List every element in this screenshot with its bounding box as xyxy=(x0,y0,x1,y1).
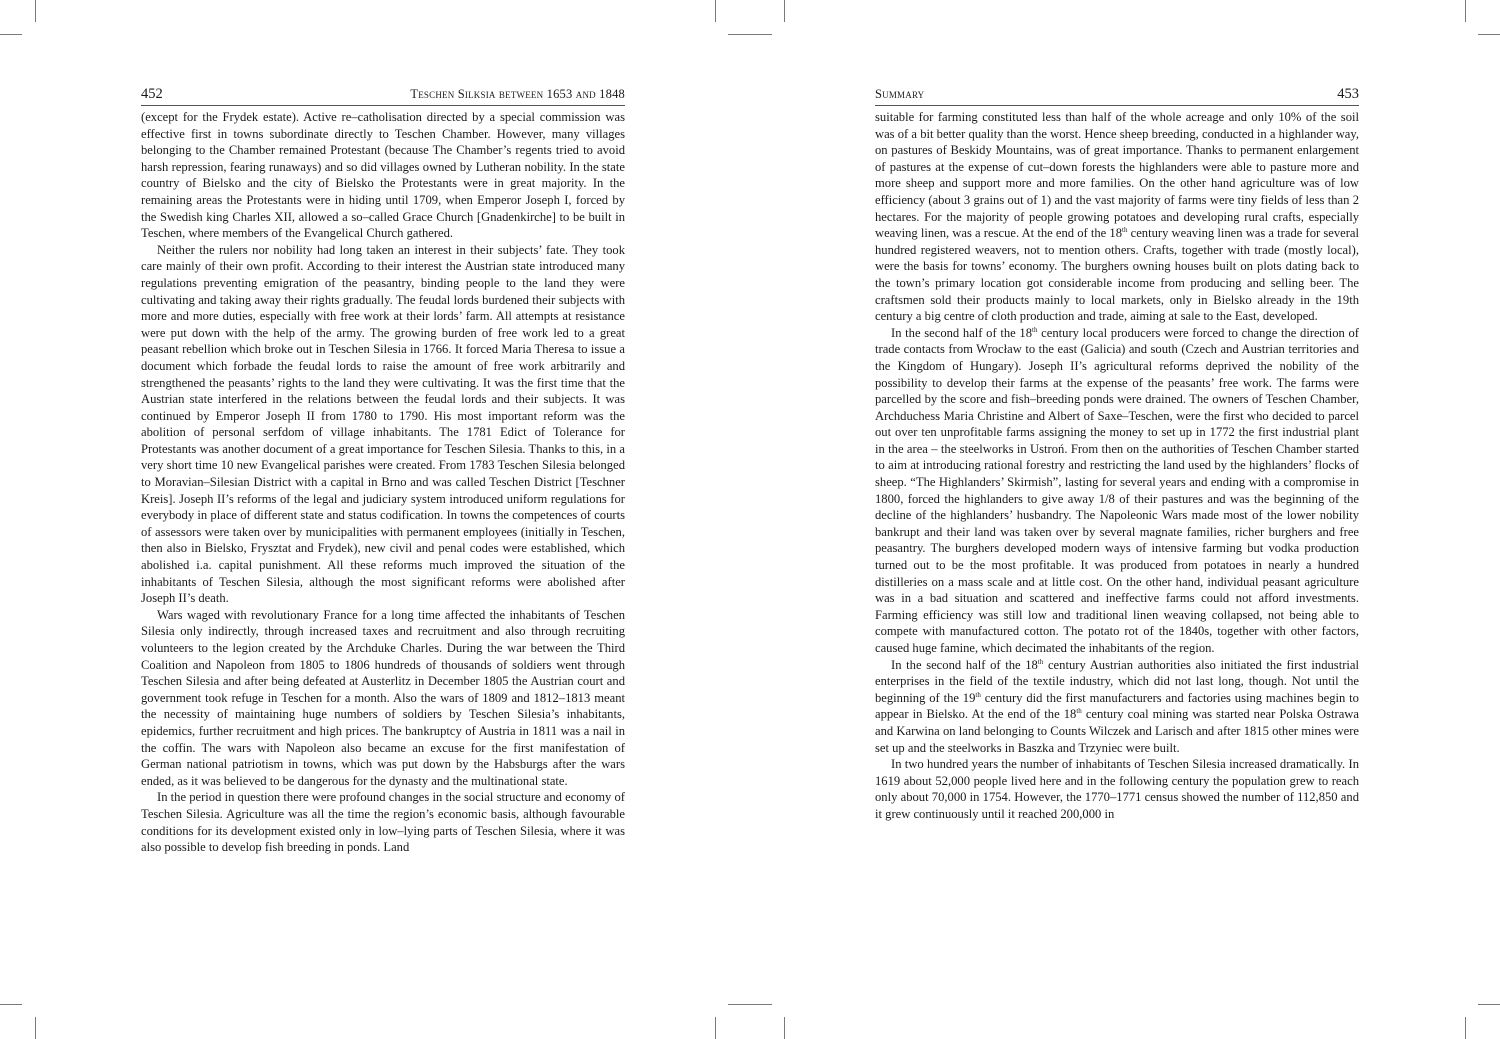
crop-mark xyxy=(35,0,36,22)
crop-mark xyxy=(728,34,772,35)
paragraph: Neither the rulers nor nobility had long taken an interest in their subjects’ fate. They took care mainly of their own profit. According to their interest the Austrian state introduced many regulations preventing emigration of the peasantry, binding people to the land they were cultivating and taking away their rights gradually. The feudal lords burdened their subjects with more and more duties, especially with free work at their lords’ farm. All attempts at resistance were put down with the help of the army. The growing burden of free work led to a great peasant rebellion which broke out in Teschen Silesia in 1766. It forced Maria Theresa to issue a document which forbade the feudal lords to raise the amount of free work arbitrarily and strengthened the peasants’ rights to the land they were cultivating. It was the first time that the Austrian state interfered in the relations between the feudal lords and their subjects. It was continued by Emperor Joseph II from 1780 to 1790. His most important reform was the abolition of personal serfdom of village inhabitants. The 1781 Edict of Tolerance for Protestants was another document of a great importance for Teschen Silesia. Thanks to this, in a very short time 10 new Evangelical parishes were created. From 1783 Teschen Silesia belonged to Moravian–Silesian District with a capital in Brno and was called Teschen District [Teschner Kreis]. Joseph II’s reforms of the legal and judiciary system introduced uniform regulations for everybody in place of different state and status codification. In towns the competences of courts of assessors were taken over by municipalities with permanent employees (initially in Teschen, then also in Bielsko, Frysztat and Frydek), new civil and penal codes were established, which abolished i.a. capital punishment. All these reforms much improved the situation of the inhabitants of Teschen Silesia, although the most significant reforms were abolished after Joseph II’s death. xyxy=(141,242,625,606)
right-page xyxy=(875,86,1359,823)
running-head xyxy=(141,86,625,106)
ordinal-suffix: th xyxy=(1032,325,1038,334)
text-run: In the second half of the 18 xyxy=(891,325,1033,340)
crop-mark xyxy=(1478,34,1500,35)
crop-mark xyxy=(784,0,785,22)
crop-mark xyxy=(1465,0,1466,22)
text-run: century coal mining was started near Polska Ostrawa and Karwina on land belonging to Counts Wilczek and Larisch and after 1815 other mines were set up and the steelworks in Baszka and Trzyniec were built. xyxy=(875,707,1359,755)
ordinal-suffix: th xyxy=(1076,707,1082,716)
ordinal-suffix: th xyxy=(975,690,981,699)
page-number: 453 xyxy=(1337,86,1359,102)
left-page xyxy=(141,86,625,856)
body-text xyxy=(875,109,1359,823)
text-run: century Austrian authorities also initiated the first industrial enterprises in the field of the textile industry, which did not last long, though. Not until the beginning of the 19 xyxy=(875,657,1359,705)
page-number: 452 xyxy=(141,86,163,102)
paragraph: In the period in question there were profound changes in the social structure and economy of Teschen Silesia. Agriculture was all the time the region’s economic basis, although favourable conditions for its development existed only in low–lying parts of Teschen Silesia, where it was also possible to develop fish breeding in ponds. Land xyxy=(141,790,625,855)
text-run: suitable for farming constituted less than half of the whole acreage and only 10% of the soil was of a bit better quality than the worst. Hence sheep breeding, conducted in a highlander way, on pastures of Beskidy Mountains, was of great importance. Thanks to permanent enlargement of pastures at the expense of cut–down forests the highlanders were able to pasture more and more sheep and support more and more families. On the other hand agriculture was of low efficiency (about 3 grains out of 1) and the vast majority of farms were tiny fields of less than 2 hectares. For the majority of people growing potatoes and developing rural crafts, especially weaving linen, was a rescue. At the end of the 18 xyxy=(875,110,1359,241)
crop-mark xyxy=(728,1004,772,1005)
crop-mark xyxy=(1478,1004,1500,1005)
crop-mark xyxy=(715,0,716,22)
running-head-title: Teschen Silksia between 1653 and 1848 xyxy=(410,87,625,101)
paragraph: Wars waged with revolutionary France for a long time affected the inhabitants of Teschen Silesia only indirectly, through increased taxes and recruitment and also through recruiting volunteers to the legion created by the Archduke Charles. During the war between the Third Coalition and Napoleon from 1805 to 1806 hundreds of thousands of soldiers went through Teschen Silesia and after being defeated at Austerlitz in December 1805 the Austrian court and government took refuge in Teschen for a month. Also the wars of 1809 and 1812–1813 meant the necessity of maintaining huge numbers of soldiers by Teschen Silesia’s inhabitants, epidemics, further recruitment and high prices. The bankruptcy of Austria in 1811 was a nail in the coffin. The wars with Napoleon also became an excuse for the first manifestation of German national patriotism in towns, which was put down by the Habsburgs after the wars ended, as it was believed to be dangerous for the dynasty and the multinational state. xyxy=(141,607,625,788)
text-run: century weaving linen was a trade for several hundred registered weavers, not to mention others. Crafts, together with trade (mostly local), were the basis for towns’ economy. The burghers owning houses built on plots dating back to the town’s primary location got considerable income from producing and selling beer. The craftsmen sold their products mainly to local markets, only in Bielsko already in the 19th century a big centre of cloth production and trade, aiming at sale to the East, developed. xyxy=(875,226,1360,324)
crop-mark xyxy=(0,34,22,35)
crop-mark xyxy=(715,1017,716,1039)
crop-mark xyxy=(784,1017,785,1039)
body-text xyxy=(141,109,625,856)
text-run: century did the first manufacturers and factories using machines begin to appear in Bielsko. At the end of the 18 xyxy=(875,690,1359,722)
crop-mark xyxy=(35,1017,36,1039)
ordinal-suffix: th xyxy=(1122,225,1128,234)
crop-mark xyxy=(1465,1017,1466,1039)
running-head-title: Summary xyxy=(875,87,925,101)
paragraph: (except for the Frydek estate). Active re–catholisation directed by a special commission was effective first in towns subordinate directly to Teschen Chamber. However, many villages belonging to the Chamber remained Protestant (because The Chamber’s regents tried to avoid harsh repression, fearing runaways) and so did villages owned by Lutheran nobility. In the state country of Bielsko and the city of Bielsko the Protestants were in great majority. In the remaining areas the Protestants were in hiding until 1709, when Emperor Joseph I, forced by the Swedish king Charles XII, allowed a so–called Grace Church [Gnadenkirche] to be built in Teschen, where members of the Evangelical Church gathered. xyxy=(141,110,625,241)
paragraph xyxy=(875,325,1359,657)
paragraph xyxy=(875,657,1359,757)
text-run: century local producers were forced to change the direction of trade contacts from Wrocław to the east (Galicia) and south (Czech and Austrian territories and the Kingdom of Hungary). Joseph II’s agricultural reforms deprived the nobility of the possibility to develop their farms at the expense of the peasants’ free work. The farms were parcelled by the score and fish–breeding ponds were drained. The owners of Teschen Chamber, Archduchess Maria Christine and Albert of Saxe–Teschen, were the first who decided to parcel out over ten unprofitable farms assigning the money to set up in 1772 the first industrial plant in the area – the steelworks in Ustroń. From then on the authorities of Teschen Chamber started to aim at introducing rational forestry and restricting the land used by the highlanders’ flocks of sheep. “The Highlanders’ Skirmish”, lasting for several years and ending with a compromise in 1800, forced the highlanders to give away 1/8 of their pastures and was the beginning of the decline of the highlanders’ husbandry. The Napoleonic Wars made most of the lower nobility bankrupt and their land was taken over by several magnate families, richer burghers and free peasantry. The burghers developed modern ways of intensive farming but vodka production turned out to be the most profitable. It was produced from potatoes in nearly a hundred distilleries on a mass scale and at little cost. On the other hand, individual peasant agriculture was in a bad situation and scattered and ineffective farms could not afford investments. Farming efficiency was still low and traditional linen weaving collapsed, not being able to compete with manufactured cotton. The potato rot of the 1840s, together with other factors, caused huge famine, which decimated the inhabitants of the region. xyxy=(875,325,1359,655)
paragraph: In two hundred years the number of inhabitants of Teschen Silesia increased dramatically. In 1619 about 52,000 people lived here and in the following century the population grew to reach only about 70,000 in 1754. However, the 1770–1771 census showed the number of 112,850 and it grew continuously until it reached 200,000 in xyxy=(875,757,1359,821)
text-run: In the second half of the 18 xyxy=(891,657,1038,672)
running-head xyxy=(875,86,1359,106)
paragraph xyxy=(875,109,1359,325)
ordinal-suffix: th xyxy=(1037,657,1044,666)
crop-mark xyxy=(0,1004,22,1005)
